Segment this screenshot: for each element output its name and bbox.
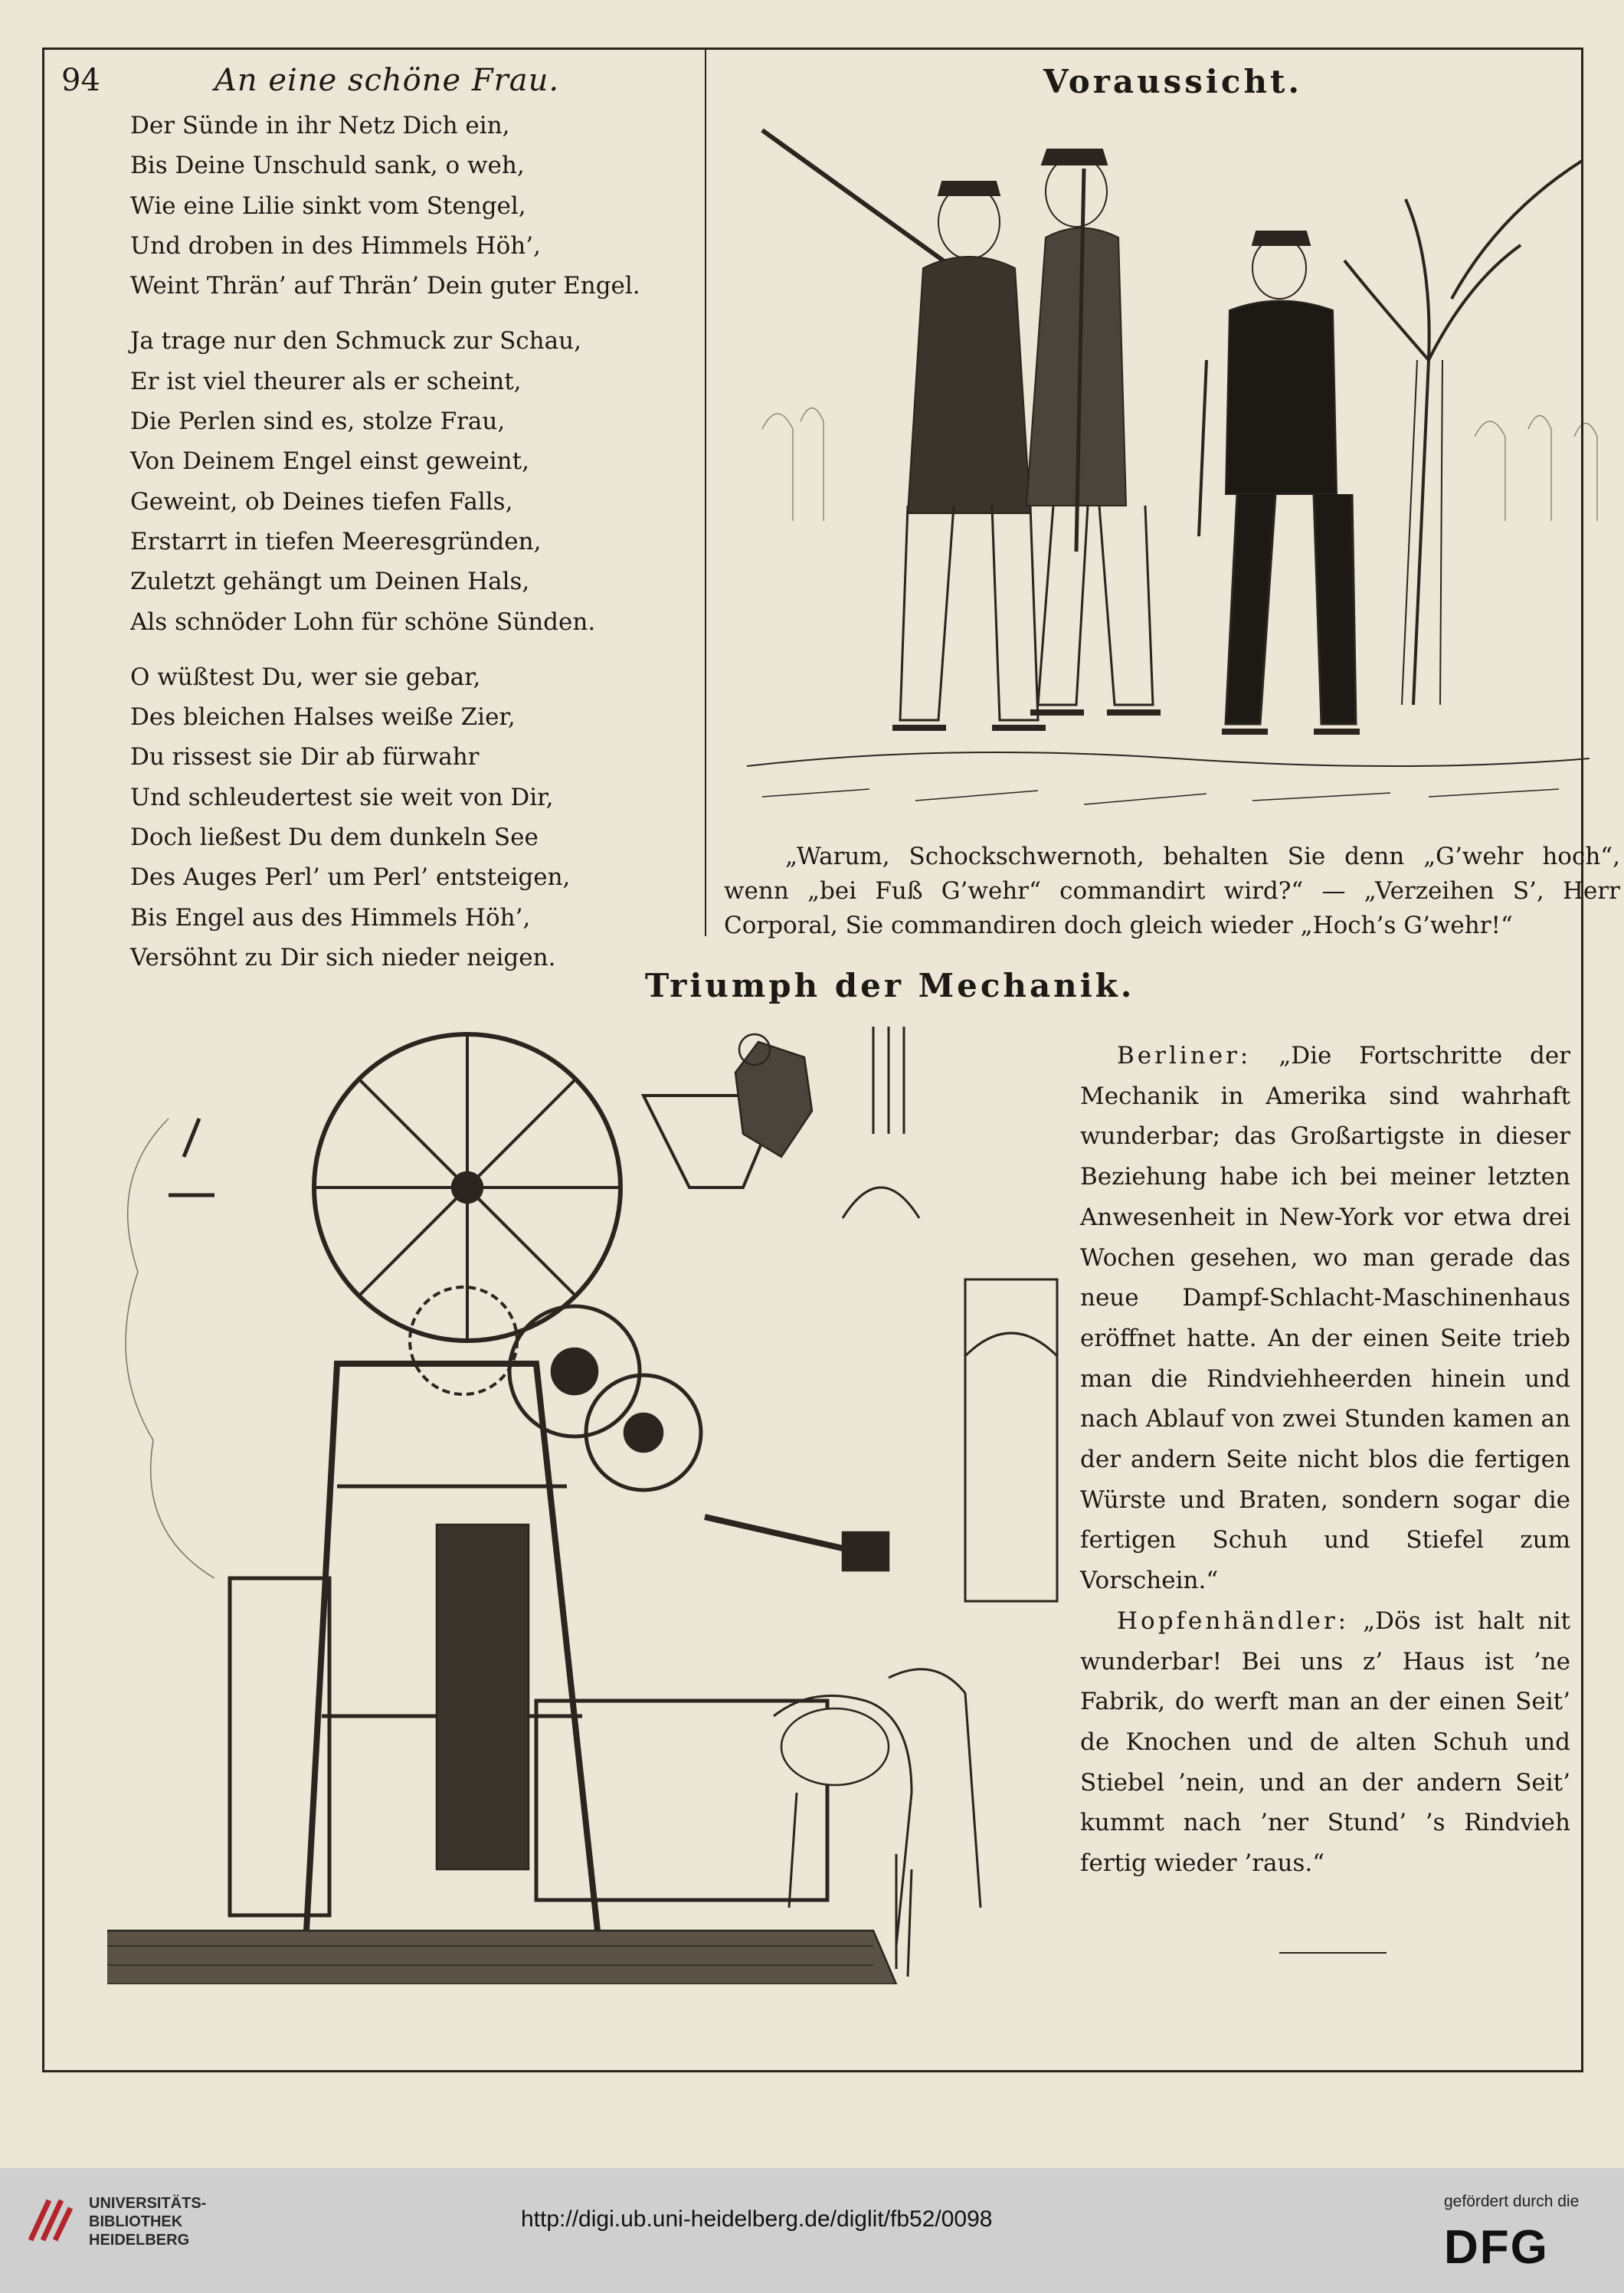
poem-line: Erstarrt in tiefen Meeresgründen, bbox=[130, 527, 542, 555]
berliner-speaker: Berliner: bbox=[1117, 1042, 1252, 1070]
source-url[interactable]: http://digi.ub.uni-heidelberg.de/diglit/fb52/0098 bbox=[521, 2206, 993, 2232]
page-number: 94 bbox=[61, 63, 100, 98]
poem-line: Doch ließest Du dem dunkeln See bbox=[130, 824, 539, 852]
poem-body bbox=[130, 106, 682, 993]
dfg-logo: DFG bbox=[1444, 2221, 1549, 2274]
poem-line: Weint Thrän’ auf Thrän’ Dein guter Engel. bbox=[130, 272, 640, 300]
machine-engraving bbox=[107, 1027, 1072, 1984]
university-library-logo-icon bbox=[23, 2193, 78, 2248]
poem-stanza-1 bbox=[130, 106, 682, 306]
triumph-dialogue bbox=[1080, 1036, 1570, 1884]
poem-stanza-3 bbox=[130, 657, 682, 978]
poem-line: Zuletzt gehängt um Deinen Hals, bbox=[130, 568, 530, 596]
university-library-name bbox=[89, 2194, 206, 2249]
poem-line: Er ist viel theurer als er scheint, bbox=[130, 367, 522, 395]
voraussicht-caption bbox=[724, 840, 1620, 943]
library-line: UNIVERSITÄTS- bbox=[89, 2195, 207, 2212]
triumph-title: Triumph der Mechanik. bbox=[645, 967, 1135, 1004]
poem-title: An eine schöne Frau. bbox=[214, 63, 560, 98]
library-line: BIBLIOTHEK bbox=[89, 2213, 183, 2230]
poem-line: Die Perlen sind es, stolze Frau, bbox=[130, 408, 506, 436]
poem-line: Des bleichen Halses weiße Zier, bbox=[130, 703, 516, 732]
hopfen-speaker: Hopfenhändler: bbox=[1117, 1607, 1350, 1635]
library-line: HEIDELBERG bbox=[89, 2232, 190, 2249]
poem-line: Wie eine Lilie sinkt vom Stengel, bbox=[130, 192, 526, 220]
poem-line: Als schnöder Lohn für schöne Sünden. bbox=[130, 608, 596, 636]
poem-stanza-2 bbox=[130, 321, 682, 641]
end-rule bbox=[1279, 1952, 1387, 1954]
hopfen-paragraph bbox=[1080, 1601, 1570, 1884]
poem-line: Von Deinem Engel einst geweint, bbox=[130, 447, 529, 476]
poem-line: Des Auges Perl’ um Perl’ entsteigen, bbox=[130, 863, 571, 892]
voraussicht-caption-text: „Warum, Schockschwernoth, behalten Sie denn „G’wehr hoch“, wenn „bei Fuß G’wehr“ commandirt wird?“ — „Verzeihen S’, Herr Corporal, Sie commandiren doch gleich wieder „Hoch’s G’wehr!“ bbox=[724, 843, 1620, 939]
poem-line: Der Sünde in ihr Netz Dich ein, bbox=[130, 112, 510, 139]
poem-line: Und schleudertest sie weit von Dir, bbox=[130, 783, 554, 811]
poem-line: Und droben in des Himmels Höh’, bbox=[130, 231, 541, 260]
hopfen-text: „Dös ist halt nit wunderbar! Bei uns z’ Haus ist ’ne Fabrik, do werft man an der einen Seit’ de Knochen und de alten Schuh und Stiebel ’nein, und an der andern Seit’ kummt nach ’ner Stund’ ’s Rindvieh fertig wieder ’raus.“ bbox=[1080, 1607, 1570, 1878]
funder-label: gefördert durch die bbox=[1444, 2193, 1580, 2210]
poem-line: Versöhnt zu Dir sich nieder neigen. bbox=[130, 943, 556, 971]
poem-line: Du rissest sie Dir ab fürwahr bbox=[130, 743, 480, 771]
poem-line: Bis Engel aus des Himmels Höh’, bbox=[130, 903, 531, 932]
poem-line: Bis Deine Unschuld sank, o weh, bbox=[130, 152, 525, 180]
poem-line: Geweint, ob Deines tiefen Falls, bbox=[130, 487, 513, 516]
soldiers-engraving bbox=[716, 107, 1624, 850]
poem-line: Ja trage nur den Schmuck zur Schau, bbox=[130, 327, 581, 355]
poem-line: O wüßtest Du, wer sie gebar, bbox=[130, 663, 481, 691]
berliner-text: „Die Fortschritte der Mechanik in Amerika sind wahrhaft wunderbar; das Großartigste in dieser Beziehung habe ich bei meiner letzten Anwesenheit in New-York vor etwa drei Wochen gesehen, wo man gerade das neue Dampf-Schlacht-Maschinenhaus eröffnet hatte. An der einen Seite trieb man die Rindviehheerden hinein und nach Ablauf von zwei Stunden kamen an der andern Seite nicht blos die fertigen Würste und Braten, sondern sogar die fertigen Schuh und Stiefel zum Vorschein.“ bbox=[1080, 1042, 1570, 1595]
voraussicht-title: Voraussicht. bbox=[1043, 63, 1303, 100]
berliner-paragraph bbox=[1080, 1036, 1570, 1601]
column-divider bbox=[705, 47, 706, 936]
